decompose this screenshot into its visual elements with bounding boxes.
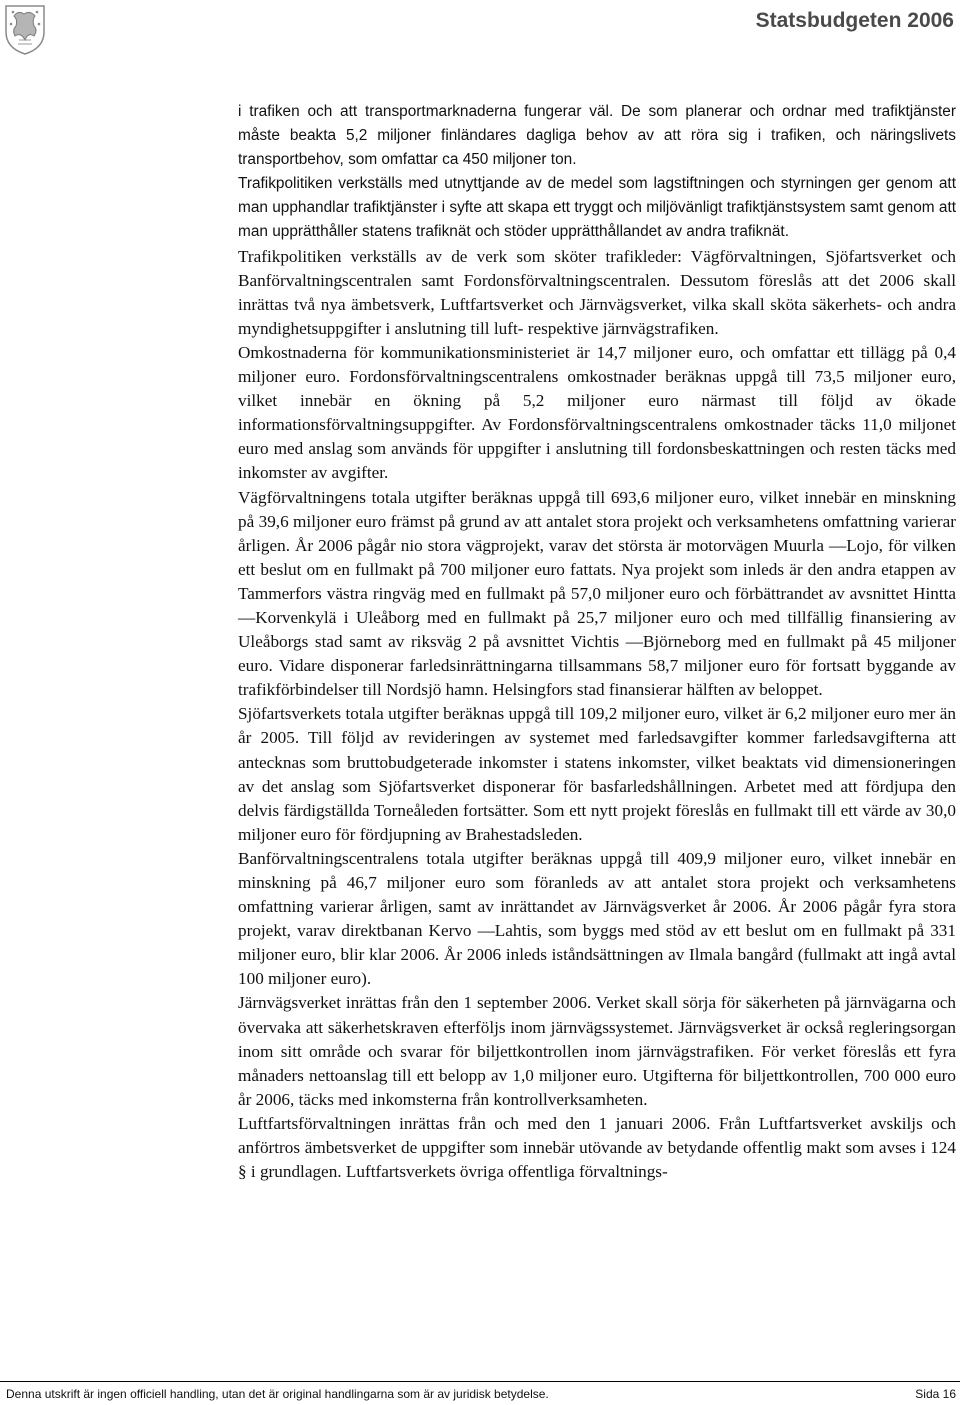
footer-disclaimer: Denna utskrift är ingen officiell handling, utan det är original handlingarna som är av juridisk betydelse. xyxy=(6,1387,549,1401)
paragraph: Omkostnaderna för kommunikationsministeriet är 14,7 miljoner euro, och omfattar ett tillägg på 0,4 miljoner euro. Fordonsförvaltningscentralens omkostnader beräknas uppgå till 73,5 miljoner euro, vilket innebär en ökning på 5,2 miljoner euro närmast till följd av ökade informationsförvaltningsuppgifter. Av Fordonsförvaltningscentralens omkostnader täcks 11,0 miljonet euro med anslag som används för uppgifter i anslutning till fordonsbeskattningen och resten täcks med inkomster av avgifter. xyxy=(238,342,956,483)
body-text xyxy=(238,100,956,1184)
page-number: Sida 16 xyxy=(915,1387,956,1401)
paragraph: Vägförvaltningens totala utgifter beräknas uppgå till 693,6 miljoner euro, vilket innebär en minskning på 39,6 miljoner euro främst på grund av att antalet stora projekt och verksamhetens omfattning varierar årligen. År 2006 pågår nio stora vägprojekt, varav det största är motorvägen Muurla —Lojo, för vilken ett beslut om en fullmakt på 700 miljoner euro fattats. Nya projekt som inleds är den andra etappen av Tammerfors västra ringväg med en fullmakt på 57,0 miljoner euro och förbättrandet av avsnittet Hintta —Korvenkylä i Uleåborg med en fullmakt på 25,7 miljoner euro och med tillfällig finansiering av Uleåborgs stad samt av riksväg 2 på avsnittet Vichtis —Björneborg med en fullmakt på 45 miljoner euro. Vidare disponerar farledsinrättningarna tillsammans 58,7 miljoner euro för fortsatt byggande av trafikförbindelser till Nordsjö hamn. Helsingfors stad finansierar hälften av beloppet. xyxy=(238,487,956,700)
paragraph: Banförvaltningscentralens totala utgifter beräknas uppgå till 409,9 miljoner euro, vilket innebär en minskning på 46,7 miljoner euro som föranleds av att antalet stora projekt och verksamhetens omfattning varierar årligen, samt av inrättandet av Järnvägsverket år 2006. År 2006 pågår fyra stora projekt, varav direktbanan Kervo —Lahtis, som byggs med stöd av ett beslut om en fullmakt på 331 miljoner euro, blir klar 2006. År 2006 inleds iståndsättningen av Ilmala bangård (fullmakt att ingå avtal 100 miljoner euro). xyxy=(238,848,956,989)
paragraph: Järnvägsverket inrättas från den 1 september 2006. Verket skall sörja för säkerheten på järnvägarna och övervaka att säkerhetskraven efterföljs inom järnvägssystemet. Järnvägsverket är också regleringsorgan inom sitt område och svarar för biljettkontrollen inom järnvägstrafiken. För verket föreslås ett fyra månaders nettoanslag till ett belopp av 1,0 miljoner euro. Utgifterna för biljettkontrollen, 700 000 euro år 2006, täcks med inkomsterna från kontrollverksamheten. xyxy=(238,993,956,1109)
document-title: Statsbudgeten 2006 xyxy=(755,9,954,32)
paragraph: i trafiken och att transportmarknaderna fungerar väl. De som planerar och ordnar med trafiktjänster måste beakta 5,2 miljoner finländares dagliga behov av att röra sig i trafiken, och näringslivets transportbehov, som omfattar ca 450 miljoner ton. xyxy=(238,103,956,169)
paragraph: Sjöfartsverkets totala utgifter beräknas uppgå till 109,2 miljoner euro, vilket är 6,2 miljoner euro mer än år 2005. Till följd av revideringen av systemet med farledsavgifter kommer farledsavgifterna att antecknas som bruttobudgeterade inkomster i statens inkomster, vilket beaktats vid dimensioneringen av det anslag som Sjöfartsverket disponerar för basfarledshållningen. Arbetet med att fördjupa den delvis färdigställda Torneåleden fortsätter. Som ett nytt projekt föreslås en fullmakt till ett värde av 30,0 miljoner euro för fördjupning av Brahestadsleden. xyxy=(238,704,956,844)
paragraph: Trafikpolitiken verkställs med utnyttjande av de medel som lagstiftningen och styrningen ger genom att man upphandlar trafiktjänster i syfte att skapa ett tryggt och miljövänligt trafiktjänstsystem samt genom att man upprätthåller statens trafiknät och stöder upprätthållandet av andra trafiknät. xyxy=(238,175,956,241)
footer-divider xyxy=(0,1381,960,1382)
finnish-lion-crest-icon xyxy=(4,2,46,56)
paragraph: Trafikpolitiken verkställs av de verk som sköter trafikleder: Vägförvaltningen, Sjöfartsverket och Banförvaltningscentralen samt Fordonsförvaltningscentralen. Dessutom föreslås att det 2006 skall inrättas två nya ämbetsverk, Luftfartsverket och Järnvägsverket, vilka skall sköta säkerhets- och andra myndighetsuppgifter i anslutning till luft- respektive järnvägstrafiken. xyxy=(238,246,956,338)
paragraph: Luftfartsförvaltningen inrättas från och med den 1 januari 2006. Från Luftfartsverket avskiljs och anförtros ämbetsverket de uppgifter som innebär utövande av betydande offentlig makt som avses i 124 § i grundlagen. Luftfartsverkets övriga offentliga förvaltnings- xyxy=(238,1113,956,1182)
